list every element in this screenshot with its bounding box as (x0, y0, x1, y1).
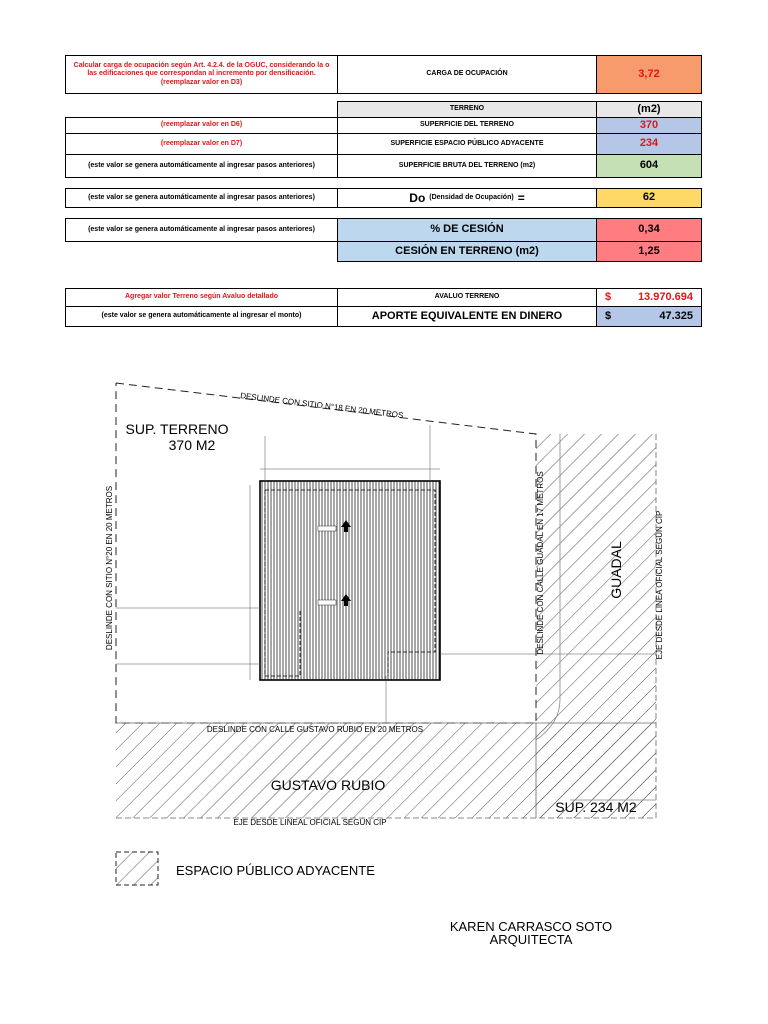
eje-bottom: EJE DESDE LINEAL OFICIAL SEGÚN CIP (233, 818, 387, 827)
label-porcentaje-cesion: % DE CESIÓN (337, 218, 597, 242)
aporte-currency: $ (605, 309, 612, 322)
sup-terreno-line1: SUP. TERRENO (125, 421, 229, 437)
header-unit: (m2) (596, 101, 702, 118)
avaluo-amount: 13.970.694 (637, 290, 693, 303)
label-superficie-terreno: SUPERFICIE DEL TERRENO (337, 117, 597, 134)
value-porcentaje-cesion: 0,34 (596, 218, 702, 242)
value-superficie-bruta: 604 (596, 154, 702, 178)
note-densidad: (este valor se genera automáticamente al ingresar pasos anteriores) (65, 188, 338, 208)
label-aporte: APORTE EQUIVALENTE EN DINERO (337, 306, 597, 327)
label-avaluo: AVALUO TERRENO (337, 288, 597, 307)
label-densidad-main: Do (409, 190, 426, 205)
note-cesion: (este valor se genera automáticamente al ingresar pasos anteriores) (65, 218, 338, 242)
value-densidad: 62 (596, 188, 702, 208)
label-densidad-eq: = (517, 190, 525, 205)
note-espacio-publico: (reemplazar valor en D7) (65, 133, 338, 155)
note-aporte: (este valor se genera automáticamente al ingresar el monto) (65, 306, 338, 327)
deslinde-bottom: DESLINDE CON CALLE GUSTAVO RUBIO EN 20 METROS (206, 725, 424, 734)
legend (116, 852, 375, 885)
street-guadal: GUADAL (608, 541, 624, 599)
eje-right: EJE DESDE LINEA OFICIAL SEGÚN CIP (655, 510, 664, 660)
note-superficie-bruta: (este valor se genera automáticamente al ingresar pasos anteriores) (65, 154, 338, 178)
note-avaluo: Agregar valor Terreno según Avaluo detallado (65, 288, 338, 307)
deslinde-right: DESLINDE CON CALLE GUADAL EN 17 METROS (536, 471, 545, 655)
avaluo-currency: $ (605, 290, 612, 303)
value-superficie-terreno[interactable]: 370 (596, 117, 702, 134)
label-densidad-sub: (Densidad de Ocupación) (429, 193, 514, 201)
value-espacio-publico[interactable]: 234 (596, 133, 702, 155)
building-footprint (260, 481, 440, 680)
legend-label: ESPACIO PÚBLICO ADYACENTE (176, 863, 375, 878)
signature-title: ARQUITECTA (489, 932, 573, 947)
aporte-amount: 47.325 (659, 309, 693, 322)
header-terreno: TERRENO (337, 101, 597, 118)
deslinde-left: DESLINDE CON SITIO N°20 EN 20 METROS (105, 485, 114, 651)
note-carga-ocupacion: Calcular carga de ocupación según Art. 4.2.4. de la OGUC, considerando la o las edificaciones que correspondan al incremento por densificación. (reemplazar valor en D3) (65, 55, 338, 94)
value-cesion-terreno: 1,25 (596, 241, 702, 262)
note-superficie-terreno: (reemplazar valor en D6) (65, 117, 338, 134)
deslinde-top: DESLINDE CON SITIO N°18 EN 20 METROS (239, 391, 404, 420)
label-espacio-publico: SUPERFICIE ESPACIO PÚBLICO ADYACENTE (337, 133, 597, 155)
signature-name: KAREN CARRASCO SOTO (449, 919, 613, 934)
label-carga-ocupacion: CARGA DE OCUPACIÓN (337, 55, 597, 94)
street-gustavo: GUSTAVO RUBIO (270, 777, 386, 793)
value-carga-ocupacion-text: 3,72 (638, 67, 660, 80)
sup-terreno-line2: 370 M2 (168, 437, 216, 453)
label-superficie-bruta: SUPERFICIE BRUTA DEL TERRENO (m2) (337, 154, 597, 178)
label-cesion-terreno: CESIÓN EN TERRENO (m2) (337, 241, 597, 262)
sup-espacio: SUP. 234 M2 (555, 799, 637, 815)
